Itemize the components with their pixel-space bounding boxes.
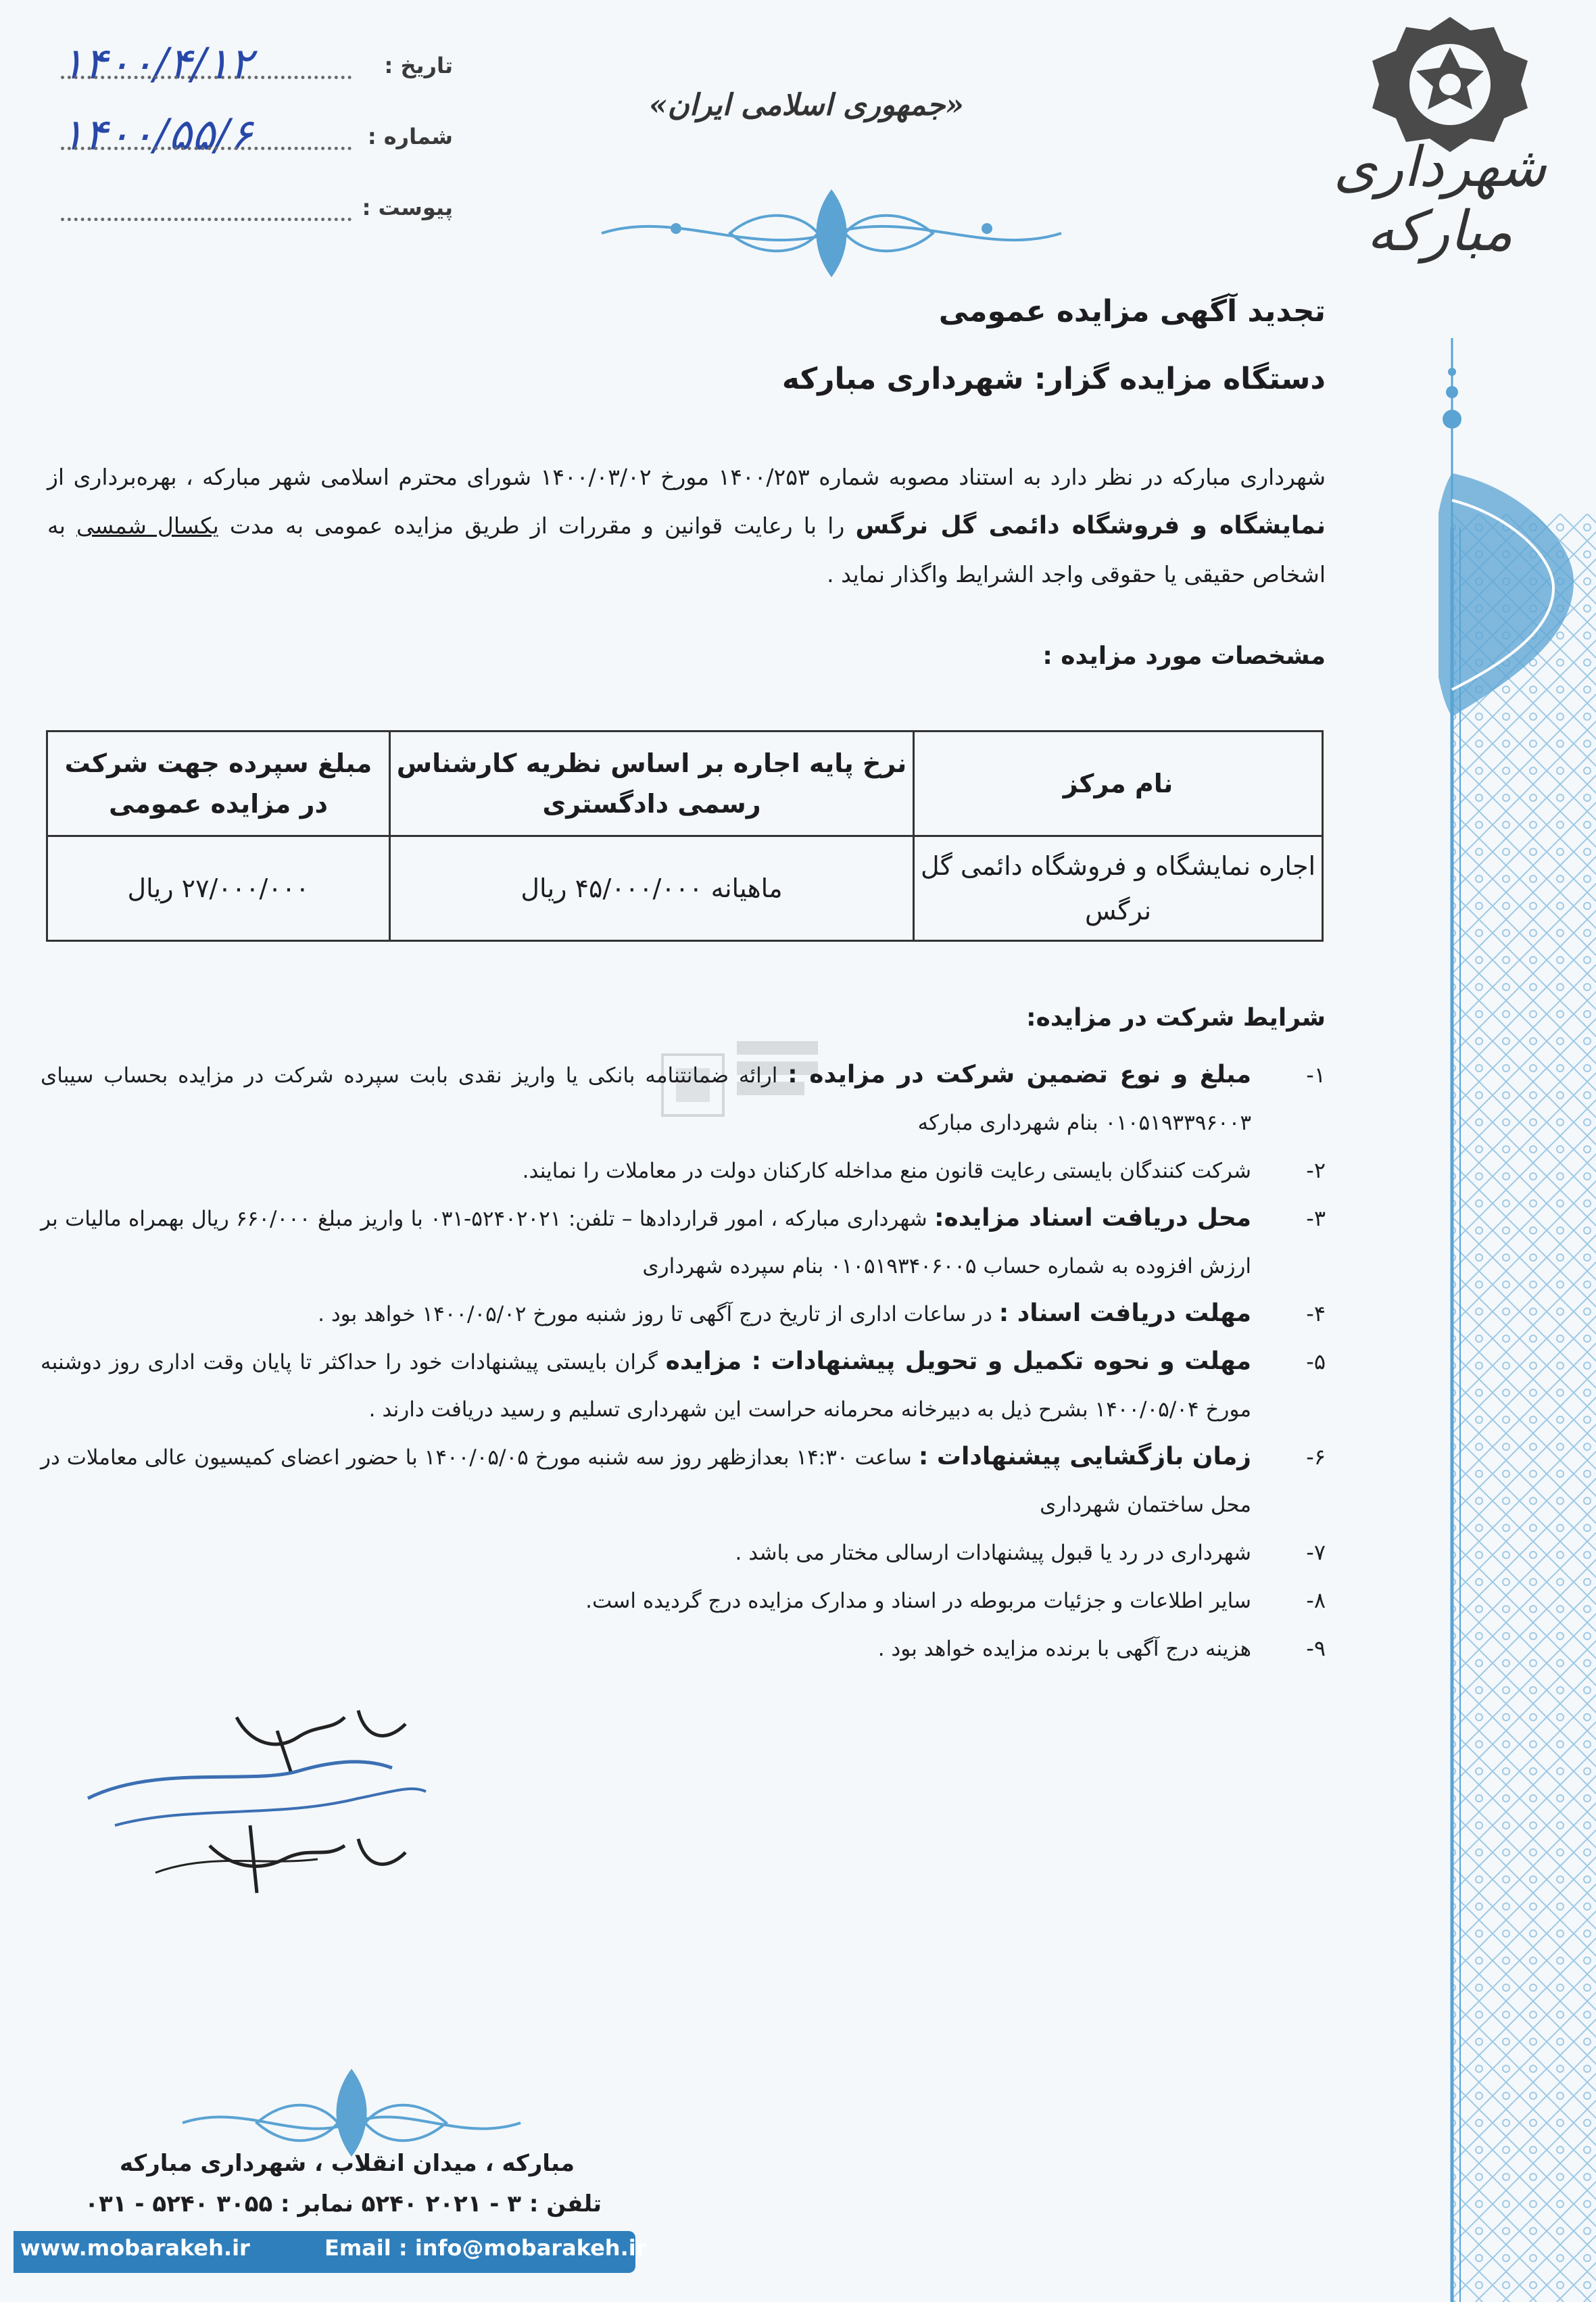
list-item [41,1051,1326,1147]
conditions-list [41,1051,1326,1673]
intro-bold: نمایشگاه و فروشگاه دائمی گل نرگس [855,512,1326,539]
condition-text: سایر اطلاعات و جزئیات مربوطه در اسناد و مدارک مزایده درج گردیده است. [585,1589,1251,1613]
condition-heading: مبلغ و نوع تضمین شرکت در مزایده : [788,1061,1251,1088]
specs-title: مشخصات مورد مزایده : [1042,642,1326,670]
condition-text: شرکت کنندگان بایستی رعایت قانون منع مداخله کارکنان دولت در معاملات را نمایند. [522,1159,1251,1183]
list-item [41,1195,1326,1290]
table-cell-deposit: ۲۷/۰۰۰/۰۰۰ ریال [47,836,390,941]
date-label: تاریخ : [384,53,453,78]
attachment-dotted-line [61,218,352,221]
condition-text: شهرداری در رد یا قبول پیشنهادات ارسالی مختار می باشد . [735,1541,1251,1565]
date-dotted-line [61,76,352,79]
intro-part1: شهرداری مبارکه در نظر دارد به استناد مصوبه شماره ۱۴۰۰/۲۵۳ مورخ ۱۴۰۰/۰۳/۰۲ شورای محترم اسلامی شهر مبارکه ، بهره‌برداری از [47,464,1326,490]
letter-header-fields [47,34,453,247]
intro-part3: به اشخاص حقیقی یا حقوقی واجد الشرایط واگذار نماید . [47,512,1326,588]
intro-underlined: یکسال شمسی [76,512,219,539]
list-item [41,1290,1326,1338]
condition-text: شهرداری مبارکه ، امور قراردادها – تلفن: ۵۲۴۰۲۰۲۱-۰۳۱ با واریز مبلغ ۶۶۰/۰۰۰ ریال بهمراه مالیات بر ارزش افزوده به شماره حساب ۰۱۰۵۱۹۳۴۰۶۰۰۵ بنام سپرده شهرداری [41,1207,1251,1278]
list-item [41,1625,1326,1673]
conditions-title: شرایط شرکت در مزایده: [1026,1004,1326,1032]
condition-number: ۴- [1306,1301,1326,1326]
condition-number: ۳- [1306,1205,1326,1231]
footer-address: مبارکه ، میدان انقلاب ، شهرداری مبارکه [119,2150,575,2177]
condition-text: در ساعات اداری از تاریخ درج آگهی تا روز شنبه مورخ ۱۴۰۰/۰۵/۰۲ خواهد بود . [318,1302,999,1326]
table-cell-base-rate: ماهیانه ۴۵/۰۰۰/۰۰۰ ریال [390,836,914,941]
table-cell-center: اجاره نمایشگاه و فروشگاه دائمی گل نرگس [914,836,1323,941]
municipality-logo-icon [1359,14,1541,155]
intro-paragraph [47,453,1326,599]
table-header-base-rate: نرخ پایه اجاره بر اساس نظریه کارشناس رسمی دادگستری [390,732,914,836]
date-row [47,34,453,105]
footer-ornament [176,2062,527,2163]
footer-email-link[interactable]: Email : info@mobarakeh.ir [324,2235,647,2261]
list-item [41,1433,1326,1529]
number-dotted-line [61,147,352,150]
footer-website-link[interactable]: www.mobarakeh.ir [20,2235,250,2261]
list-item [41,1577,1326,1625]
republic-heading: «جمهوری اسلامی ایران» [649,88,964,122]
number-value: ۱۴۰۰/۵۵/۶ [61,110,253,160]
condition-number: ۸- [1306,1587,1326,1613]
condition-number: ۷- [1306,1539,1326,1565]
condition-number: ۹- [1306,1635,1326,1661]
page-subtitle: دستگاه مزایده گزار: شهرداری مبارکه [781,362,1326,396]
condition-text: ساعت ۱۴:۳۰ بعدازظهر روز سه شنبه مورخ ۱۴۰۰/۰۵/۰۵ با حضور اعضای کمیسیون عالی معاملات در محل ساختمان شهرداری [41,1445,1251,1517]
header-ornament [595,183,1068,284]
intro-part2: را با رعایت قوانین و مقررات از طریق مزایده عمومی به مدت [218,512,856,539]
handwritten-signature [74,1690,439,1913]
table-header-row [47,732,1323,836]
page-title: تجدید آگهی مزایده عمومی [938,294,1326,329]
condition-heading: محل دریافت اسناد مزایده: [934,1204,1252,1232]
condition-number: ۱- [1306,1062,1326,1088]
condition-heading: زمان بازگشایی پیشنهادات : [918,1443,1251,1470]
condition-number: ۶- [1306,1444,1326,1470]
date-value: ۱۴۰۰/۴/۱۲ [61,39,253,89]
municipality-logo-text: شهرداری مبارکه [1333,135,1547,264]
condition-number: ۲- [1306,1157,1326,1183]
number-row [47,105,453,176]
table-header-center: نام مرکز [914,732,1323,836]
condition-heading: مهلت دریافت اسناد : [998,1299,1251,1327]
decorative-border [1438,0,1596,2302]
condition-text: هزینه درج آگهی با برنده مزایده خواهد بود . [877,1637,1251,1661]
number-label: شماره : [367,124,453,149]
list-item [41,1338,1326,1433]
condition-text: ارائه ضمانتنامه بانکی یا واریز نقدی بابت سپرده شرکت در مزایده بحساب سیبای ۰۱۰۵۱۹۳۳۹۶۰۰۳ بنام شهرداری مبارکه [41,1063,1251,1135]
auction-table [46,730,1324,942]
condition-number: ۵- [1306,1349,1326,1374]
table-header-deposit: مبلغ سپرده جهت شرکت در مزایده عمومی [47,732,390,836]
condition-text: گران بایستی پیشنهادات خود را حداکثر تا پایان وقت اداری روز دوشنبه مورخ ۱۴۰۰/۰۵/۰۴ بشرح ذیل به دبیرخانه محرمانه حراست این شهرداری تسلیم و رسید دریافت دارند . [41,1350,1251,1422]
table-row [47,836,1323,941]
list-item [41,1529,1326,1577]
list-item [41,1147,1326,1195]
condition-heading: مهلت و نحوه تکمیل و تحویل پیشنهادات : مزایده [665,1347,1251,1375]
attachment-row [47,176,453,247]
footer-phone: تلفن : ۳ - ۲۰۲۱ ۵۲۴۰ نمابر : ۳۰۵۵ ۵۲۴۰ - ۰۳۱ [84,2190,602,2217]
attachment-label: پیوست : [362,195,453,220]
